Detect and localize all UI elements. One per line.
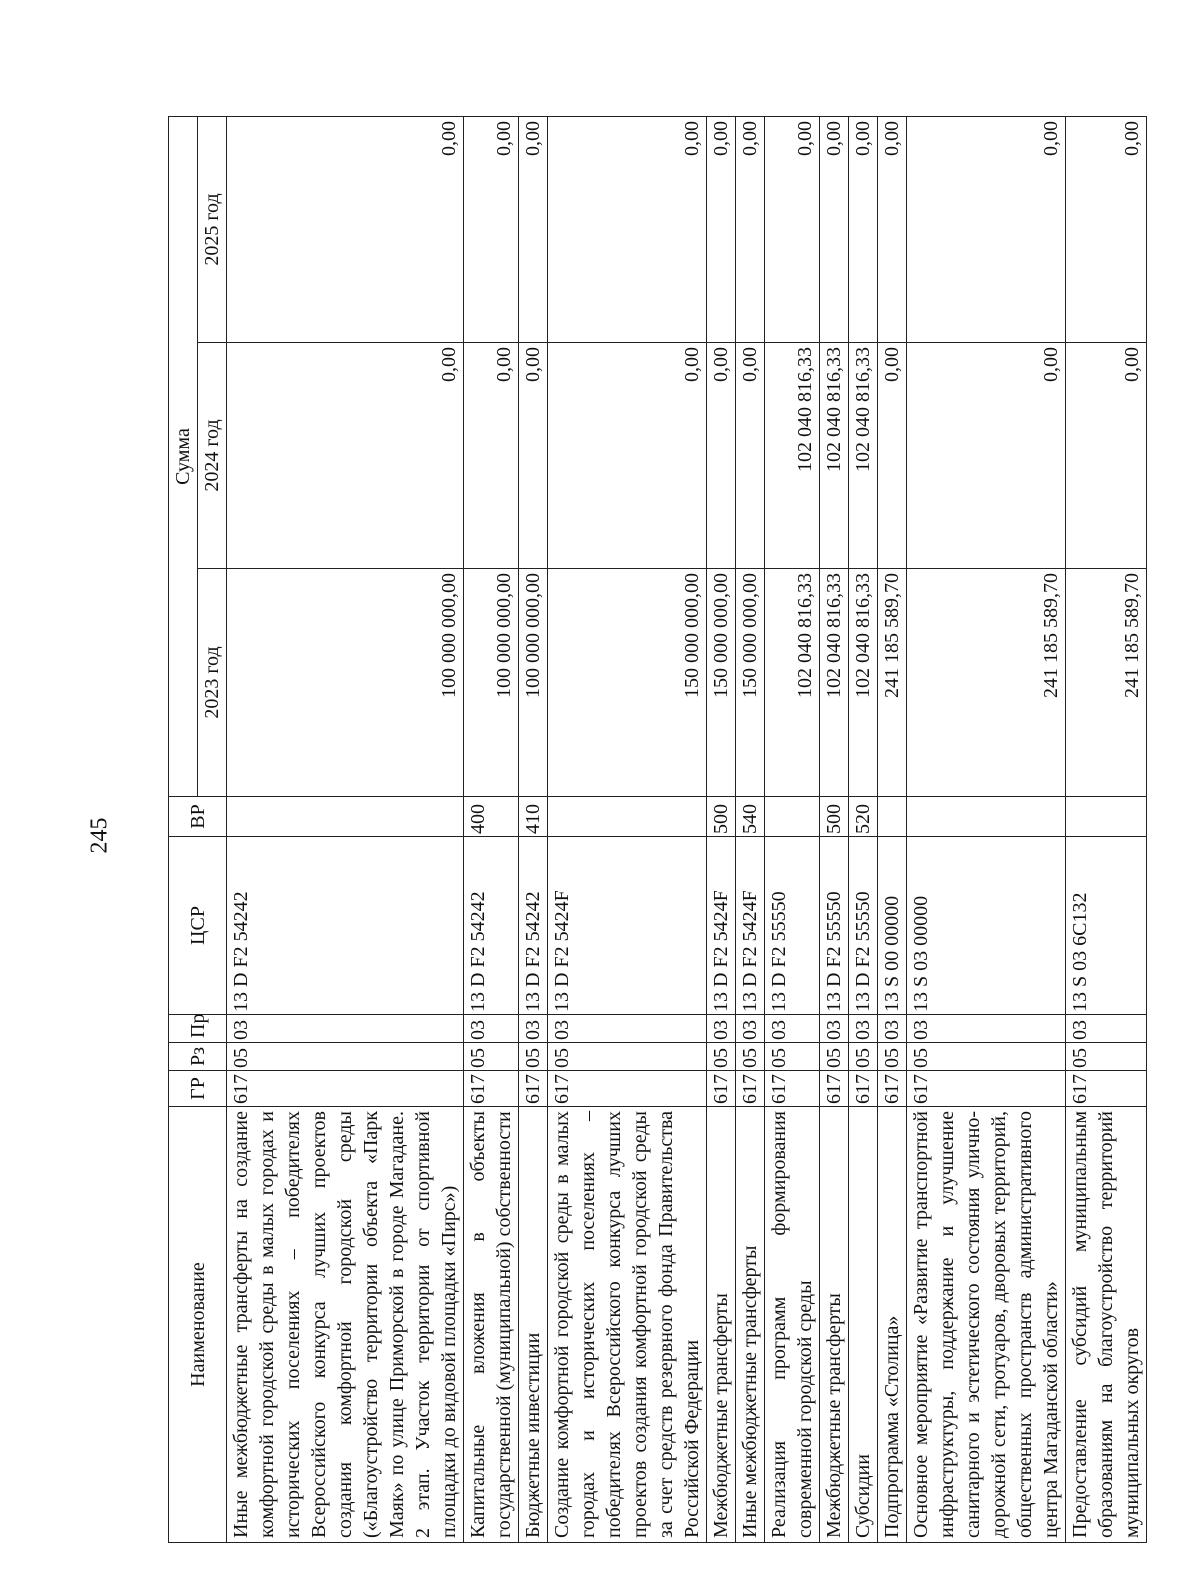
row-rz: 05	[227, 1043, 464, 1071]
row-csr: 13 D F2 55550	[765, 837, 820, 1015]
row-rz: 05	[907, 1043, 1066, 1071]
row-csr: 13 S 03 00000	[907, 837, 1066, 1015]
row-rz: 05	[464, 1043, 519, 1071]
row-vr	[548, 797, 707, 837]
row-csr: 13 D F2 5424F	[736, 837, 765, 1015]
row-name: Бюджетные инвестиции	[519, 1107, 548, 1543]
row-sum-2023: 241 185 589,70	[907, 569, 1066, 797]
row-name: Капитальные вложения в объекты государственной (муниципальной) собственности	[464, 1107, 519, 1543]
row-rz: 05	[765, 1043, 820, 1071]
row-gr: 617	[736, 1071, 765, 1107]
row-gr: 617	[849, 1071, 878, 1107]
row-sum-2023: 100 000 000,00	[227, 569, 464, 797]
header-2024: 2024 год	[198, 343, 227, 569]
row-pr: 03	[849, 1015, 878, 1043]
row-sum-2023: 100 000 000,00	[464, 569, 519, 797]
table-row	[519, 116, 548, 1542]
row-gr: 617	[820, 1071, 849, 1107]
budget-table-container	[168, 117, 1176, 1543]
row-csr: 13 D F2 54242	[464, 837, 519, 1015]
row-vr	[765, 797, 820, 837]
row-pr: 03	[519, 1015, 548, 1043]
row-sum-2025: 0,00	[548, 116, 707, 342]
row-name: Иные межбюджетные трансферты	[736, 1107, 765, 1543]
row-sum-2023: 102 040 816,33	[765, 569, 820, 797]
row-gr: 617	[548, 1071, 707, 1107]
row-pr: 03	[548, 1015, 707, 1043]
row-vr: 400	[464, 797, 519, 837]
row-csr: 13 D F2 55550	[820, 837, 849, 1015]
page-number: 245	[86, 817, 113, 854]
row-sum-2024: 102 040 816,33	[820, 343, 849, 569]
row-sum-2025: 0,00	[464, 116, 519, 342]
row-gr: 617	[464, 1071, 519, 1107]
row-sum-2023: 150 000 000,00	[707, 569, 736, 797]
header-rz: Рз	[169, 1043, 227, 1071]
row-sum-2024: 0,00	[464, 343, 519, 569]
row-sum-2024: 0,00	[1066, 343, 1147, 569]
row-rz: 05	[519, 1043, 548, 1071]
row-sum-2025: 0,00	[1066, 116, 1147, 342]
row-name: Подпрограмма «Столица»	[878, 1107, 907, 1543]
table-body	[227, 116, 1147, 1542]
row-sum-2024: 102 040 816,33	[765, 343, 820, 569]
row-gr: 617	[878, 1071, 907, 1107]
row-csr: 13 D F2 5424F	[707, 837, 736, 1015]
header-2023: 2023 год	[198, 569, 227, 797]
row-sum-2023: 241 185 589,70	[878, 569, 907, 797]
row-rz: 05	[707, 1043, 736, 1071]
budget-table	[168, 116, 1147, 1543]
row-sum-2023: 150 000 000,00	[736, 569, 765, 797]
row-sum-2024: 0,00	[736, 343, 765, 569]
row-vr: 500	[707, 797, 736, 837]
table-row	[849, 116, 878, 1542]
row-rz: 05	[548, 1043, 707, 1071]
row-name: Основное мероприятие «Развитие транспортной инфраструктуры, поддержание и улучшение санитарного и эстетического состояния улично-дорожной сети, тротуаров, дворовых территорий, общественных пространств административного центра Магаданской области»	[907, 1107, 1066, 1543]
row-vr: 520	[849, 797, 878, 837]
header-csr: ЦСР	[169, 837, 227, 1015]
row-sum-2024: 0,00	[878, 343, 907, 569]
row-sum-2023: 102 040 816,33	[849, 569, 878, 797]
row-gr: 617	[765, 1071, 820, 1107]
row-name: Межбюджетные трансферты	[707, 1107, 736, 1543]
row-sum-2025: 0,00	[907, 116, 1066, 342]
row-rz: 05	[878, 1043, 907, 1071]
row-rz: 05	[736, 1043, 765, 1071]
row-gr: 617	[519, 1071, 548, 1107]
row-vr	[878, 797, 907, 837]
row-sum-2024: 0,00	[227, 343, 464, 569]
header-name: Наименование	[169, 1107, 227, 1543]
header-2025: 2025 год	[198, 116, 227, 342]
row-sum-2024: 0,00	[707, 343, 736, 569]
row-name: Предоставление субсидий муниципальным образованиям на благоустройство территорий муниципальных округов	[1066, 1107, 1147, 1543]
table-row	[227, 116, 464, 1542]
row-pr: 03	[878, 1015, 907, 1043]
row-name: Реализация программ формирования современной городской среды	[765, 1107, 820, 1543]
row-sum-2023: 241 185 589,70	[1066, 569, 1147, 797]
row-gr: 617	[907, 1071, 1066, 1107]
row-gr: 617	[1066, 1071, 1147, 1107]
row-pr: 03	[736, 1015, 765, 1043]
table-row	[464, 116, 519, 1542]
row-sum-2024: 0,00	[548, 343, 707, 569]
table-row	[765, 116, 820, 1542]
header-gr: ГР	[169, 1071, 227, 1107]
row-gr: 617	[707, 1071, 736, 1107]
row-pr: 03	[820, 1015, 849, 1043]
table-row	[820, 116, 849, 1542]
row-gr: 617	[227, 1071, 464, 1107]
row-csr: 13 D F2 54242	[519, 837, 548, 1015]
row-sum-2024: 0,00	[907, 343, 1066, 569]
row-sum-2024: 102 040 816,33	[849, 343, 878, 569]
row-vr	[907, 797, 1066, 837]
row-pr: 03	[907, 1015, 1066, 1043]
table-row	[907, 116, 1066, 1542]
row-sum-2023: 102 040 816,33	[820, 569, 849, 797]
row-csr: 13 S 03 6С132	[1066, 837, 1147, 1015]
row-sum-2025: 0,00	[707, 116, 736, 342]
row-name: Иные межбюджетные трансферты на создание комфортной городской среды в малых городах и исторических поселениях – победителях Всероссийского конкурса лучших проектов создания комфортной городской среды («Благоустройство территории объекта «Парк Маяк» по улице Приморской в городе Магадане. 2 этап. Участок территории от спортивной площадки до видовой площадки «Пирс»)	[227, 1107, 464, 1543]
row-pr: 03	[765, 1015, 820, 1043]
table-row	[548, 116, 707, 1542]
header-sum: Сумма	[169, 116, 198, 796]
row-csr: 13 S 00 00000	[878, 837, 907, 1015]
row-sum-2025: 0,00	[519, 116, 548, 342]
table-row	[736, 116, 765, 1542]
row-sum-2025: 0,00	[820, 116, 849, 342]
row-pr: 03	[1066, 1015, 1147, 1043]
row-rz: 05	[849, 1043, 878, 1071]
row-sum-2023: 100 000 000,00	[519, 569, 548, 797]
row-sum-2025: 0,00	[765, 116, 820, 342]
row-vr: 540	[736, 797, 765, 837]
row-rz: 05	[820, 1043, 849, 1071]
row-vr: 500	[820, 797, 849, 837]
table-row	[878, 116, 907, 1542]
row-sum-2025: 0,00	[227, 116, 464, 342]
row-vr	[1066, 797, 1147, 837]
header-pr: Пр	[169, 1015, 227, 1043]
row-csr: 13 D F2 55550	[849, 837, 878, 1015]
row-csr: 13 D F2 5424F	[548, 837, 707, 1015]
row-sum-2023: 150 000 000,00	[548, 569, 707, 797]
row-sum-2025: 0,00	[736, 116, 765, 342]
row-vr	[227, 797, 464, 837]
row-vr: 410	[519, 797, 548, 837]
table-row	[707, 116, 736, 1542]
header-row	[169, 116, 198, 1542]
row-name: Межбюджетные трансферты	[820, 1107, 849, 1543]
row-pr: 03	[464, 1015, 519, 1043]
row-sum-2025: 0,00	[849, 116, 878, 342]
row-pr: 03	[707, 1015, 736, 1043]
row-sum-2025: 0,00	[878, 116, 907, 342]
row-pr: 03	[227, 1015, 464, 1043]
header-vr: ВР	[169, 797, 227, 837]
row-csr: 13 D F2 54242	[227, 837, 464, 1015]
row-name: Создание комфортной городской среды в малых городах и исторических поселениях – победителях Всероссийского конкурса лучших проектов создания комфортной городской среды за счет средств резервного фонда Правительства Российской Федерации	[548, 1107, 707, 1543]
table-row	[1066, 116, 1147, 1542]
row-sum-2024: 0,00	[519, 343, 548, 569]
row-name: Субсидии	[849, 1107, 878, 1543]
row-rz: 05	[1066, 1043, 1147, 1071]
